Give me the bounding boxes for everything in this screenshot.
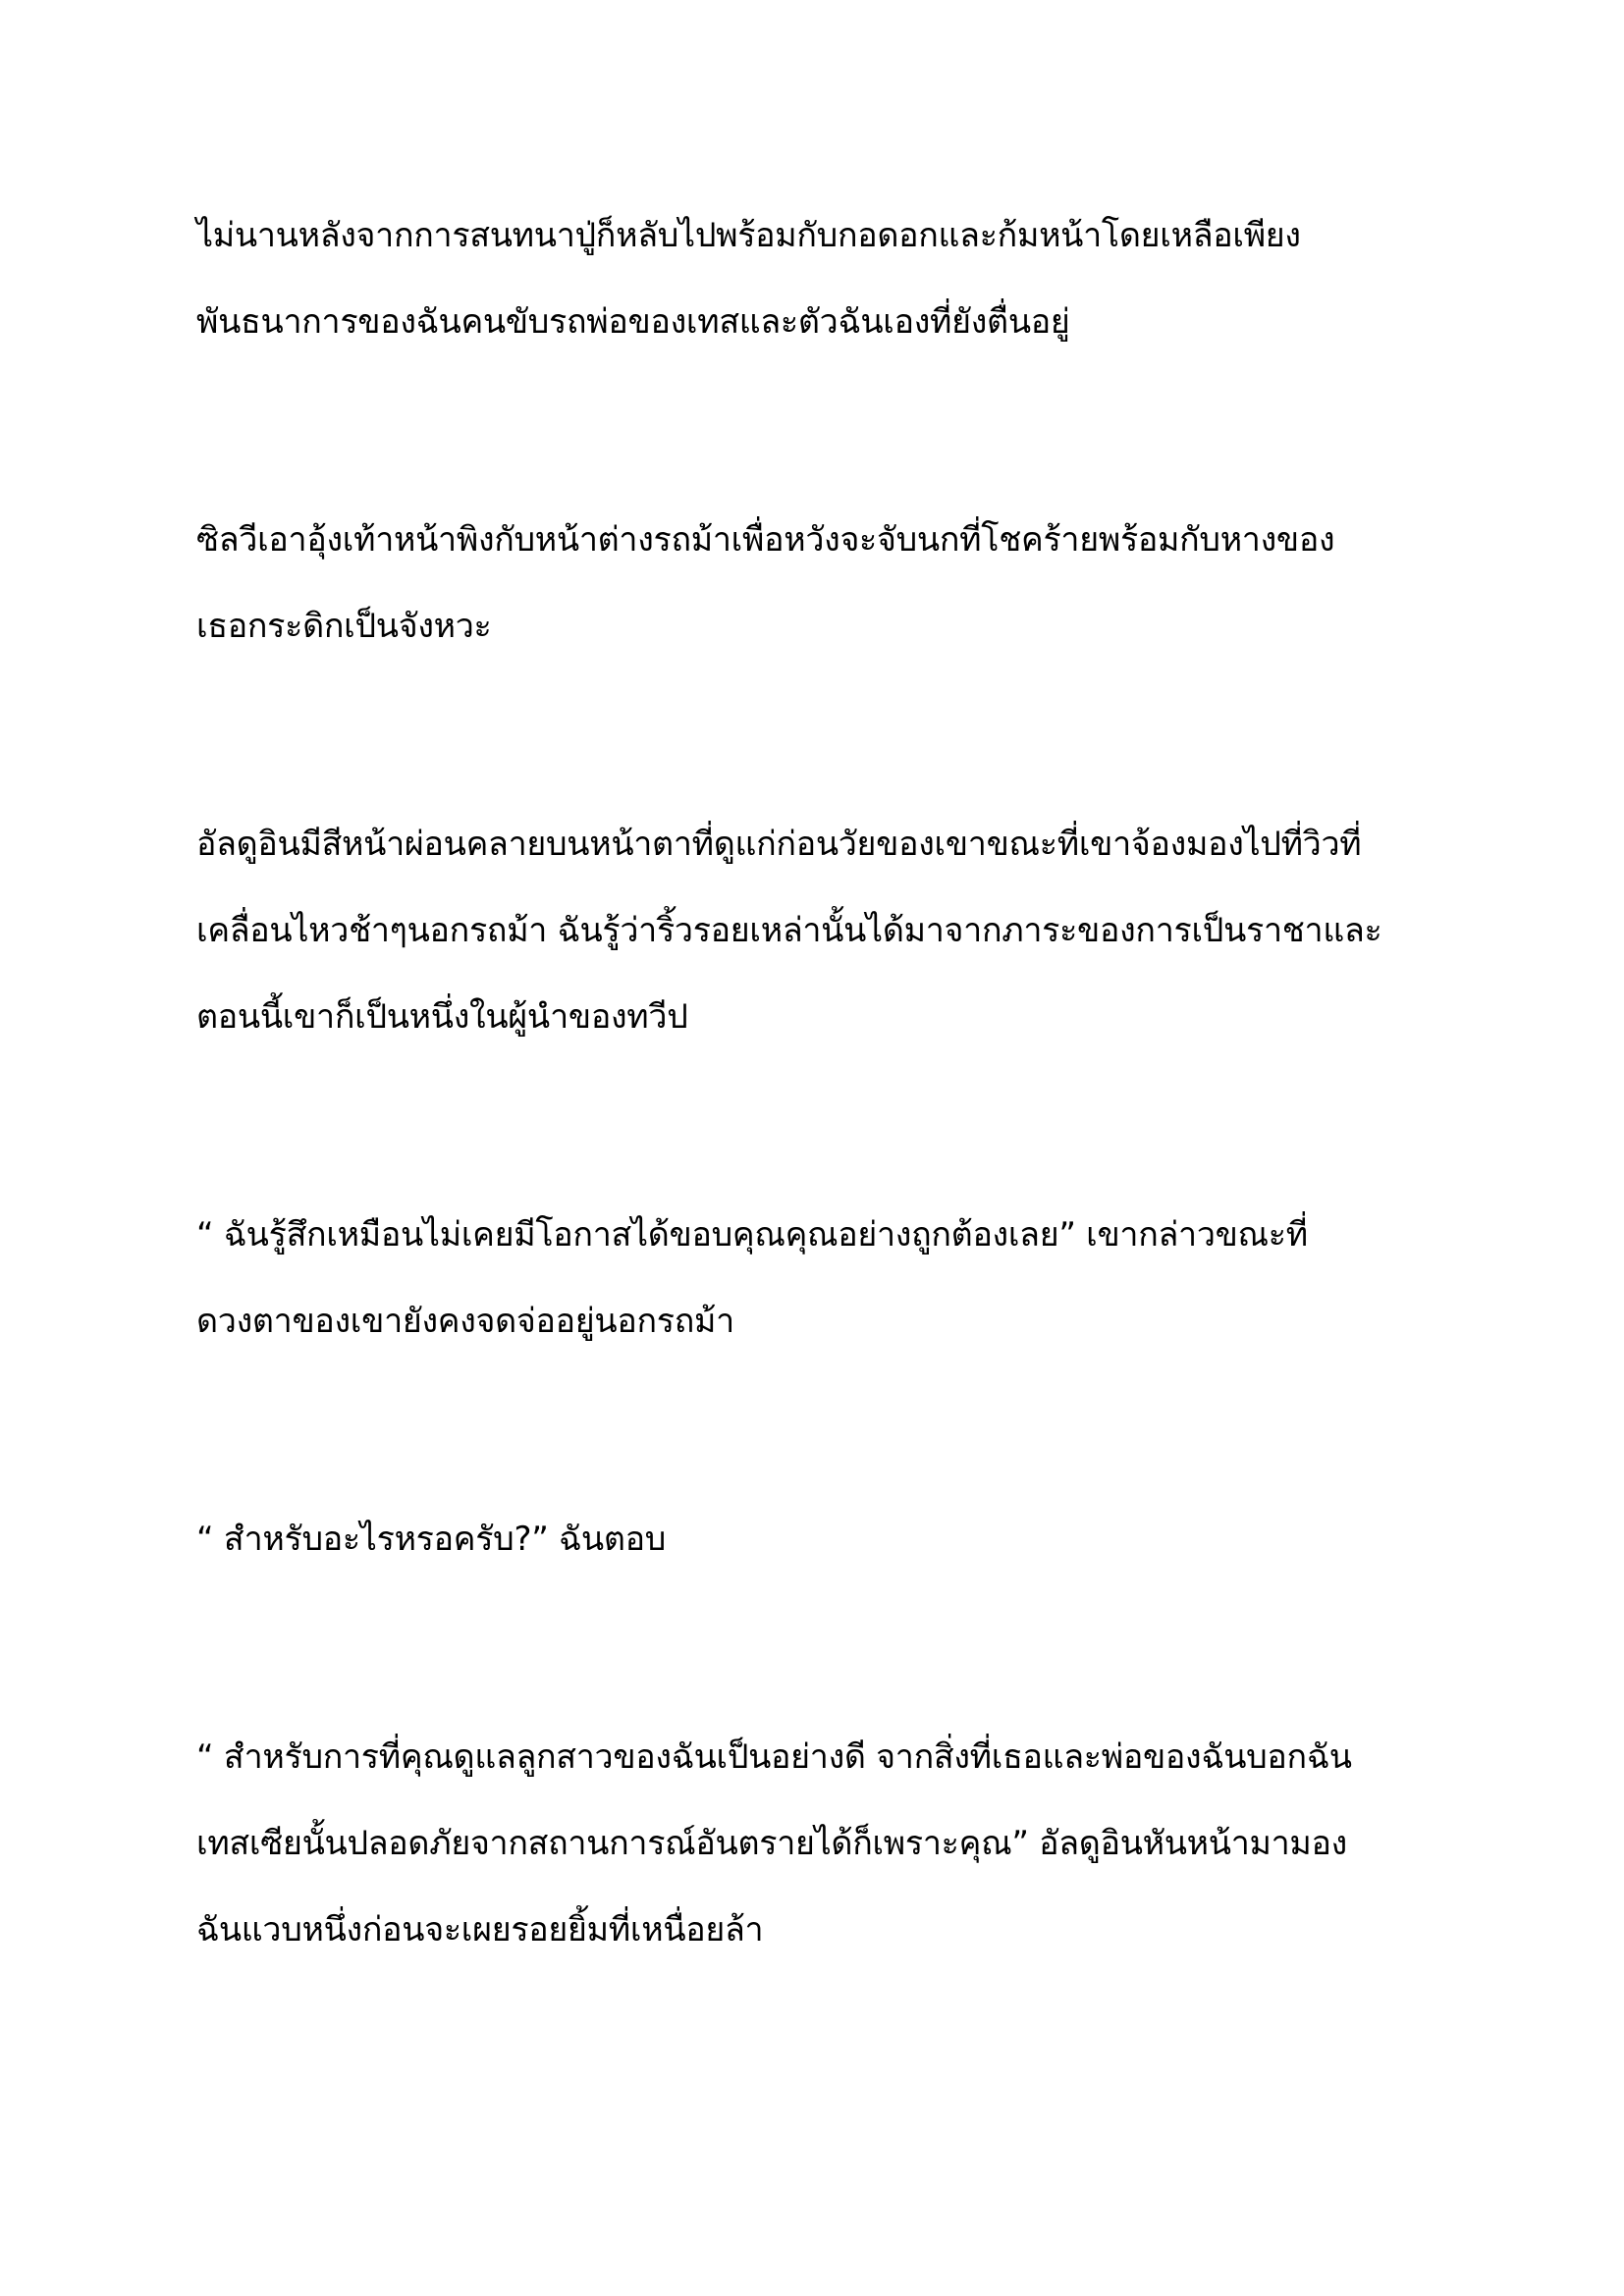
paragraph-line: ตอนนี้เขาก็เป็นหนึ่งในผู้นำของทวีป <box>196 997 688 1037</box>
paragraph-1 <box>196 192 1473 365</box>
paragraph-line: ดวงตาของเขายังคงจดจ่ออยู่นอกรถม้า <box>196 1302 734 1341</box>
paragraph-line: “ ฉันรู้สึกเหมือนไม่เคยมีโอกาสได้ขอบคุณคุณอย่างถูกต้องเลย” เขากล่าวขณะที่ <box>196 1215 1308 1255</box>
paragraph-line: ซิลวีเอาอุ้งเท้าหน้าพิงกับหน้าต่างรถม้าเพื่อหวังจะจับนกที่โชคร้ายพร้อมกับหางของ <box>196 520 1335 560</box>
paragraph-5-dialogue <box>196 1496 1473 1582</box>
paragraph-2 <box>196 497 1473 669</box>
paragraph-6-dialogue <box>196 1714 1473 1973</box>
paragraph-line: พันธนาการของฉันคนขับรถพ่อของเทสและตัวฉันเองที่ยังตื่นอยู่ <box>196 302 1070 342</box>
paragraph-3 <box>196 801 1473 1060</box>
paragraph-line: เคลื่อนไหวช้าๆนอกรถม้า ฉันรู้ว่าริ้วรอยเหล่านั้นได้มาจากภาระของการเป็นราชาและ <box>196 911 1382 950</box>
paragraph-line: “ สำหรับอะไรหรอครับ?” ฉันตอบ <box>196 1520 666 1559</box>
paragraph-line: เธอกระดิกเป็นจังหวะ <box>196 607 492 646</box>
paragraph-4-dialogue <box>196 1192 1473 1364</box>
paragraph-line: ไม่นานหลังจากการสนทนาปู่ก็หลับไปพร้อมกับกอดอกและก้มหน้าโดยเหลือเพียง <box>196 216 1301 255</box>
paragraph-line: อัลดูอินมีสีหน้าผ่อนคลายบนหน้าตาที่ดูแก่ก่อนวัยของเขาขณะที่เขาจ้องมองไปที่วิวที่ <box>196 825 1362 864</box>
paragraph-line: “ สำหรับการที่คุณดูแลลูกสาวของฉันเป็นอย่างดี จากสิ่งที่เธอและพ่อของฉันบอกฉัน <box>196 1737 1352 1777</box>
paragraph-line: เทสเซียนั้นปลอดภัยจากสถานการณ์อันตรายได้ก็เพราะคุณ” อัลดูอินหันหน้ามามอง <box>196 1824 1347 1863</box>
paragraph-line: ฉันแวบหนึ่งก่อนจะเผยรอยยิ้มที่เหนื่อยล้า <box>196 1910 764 1949</box>
